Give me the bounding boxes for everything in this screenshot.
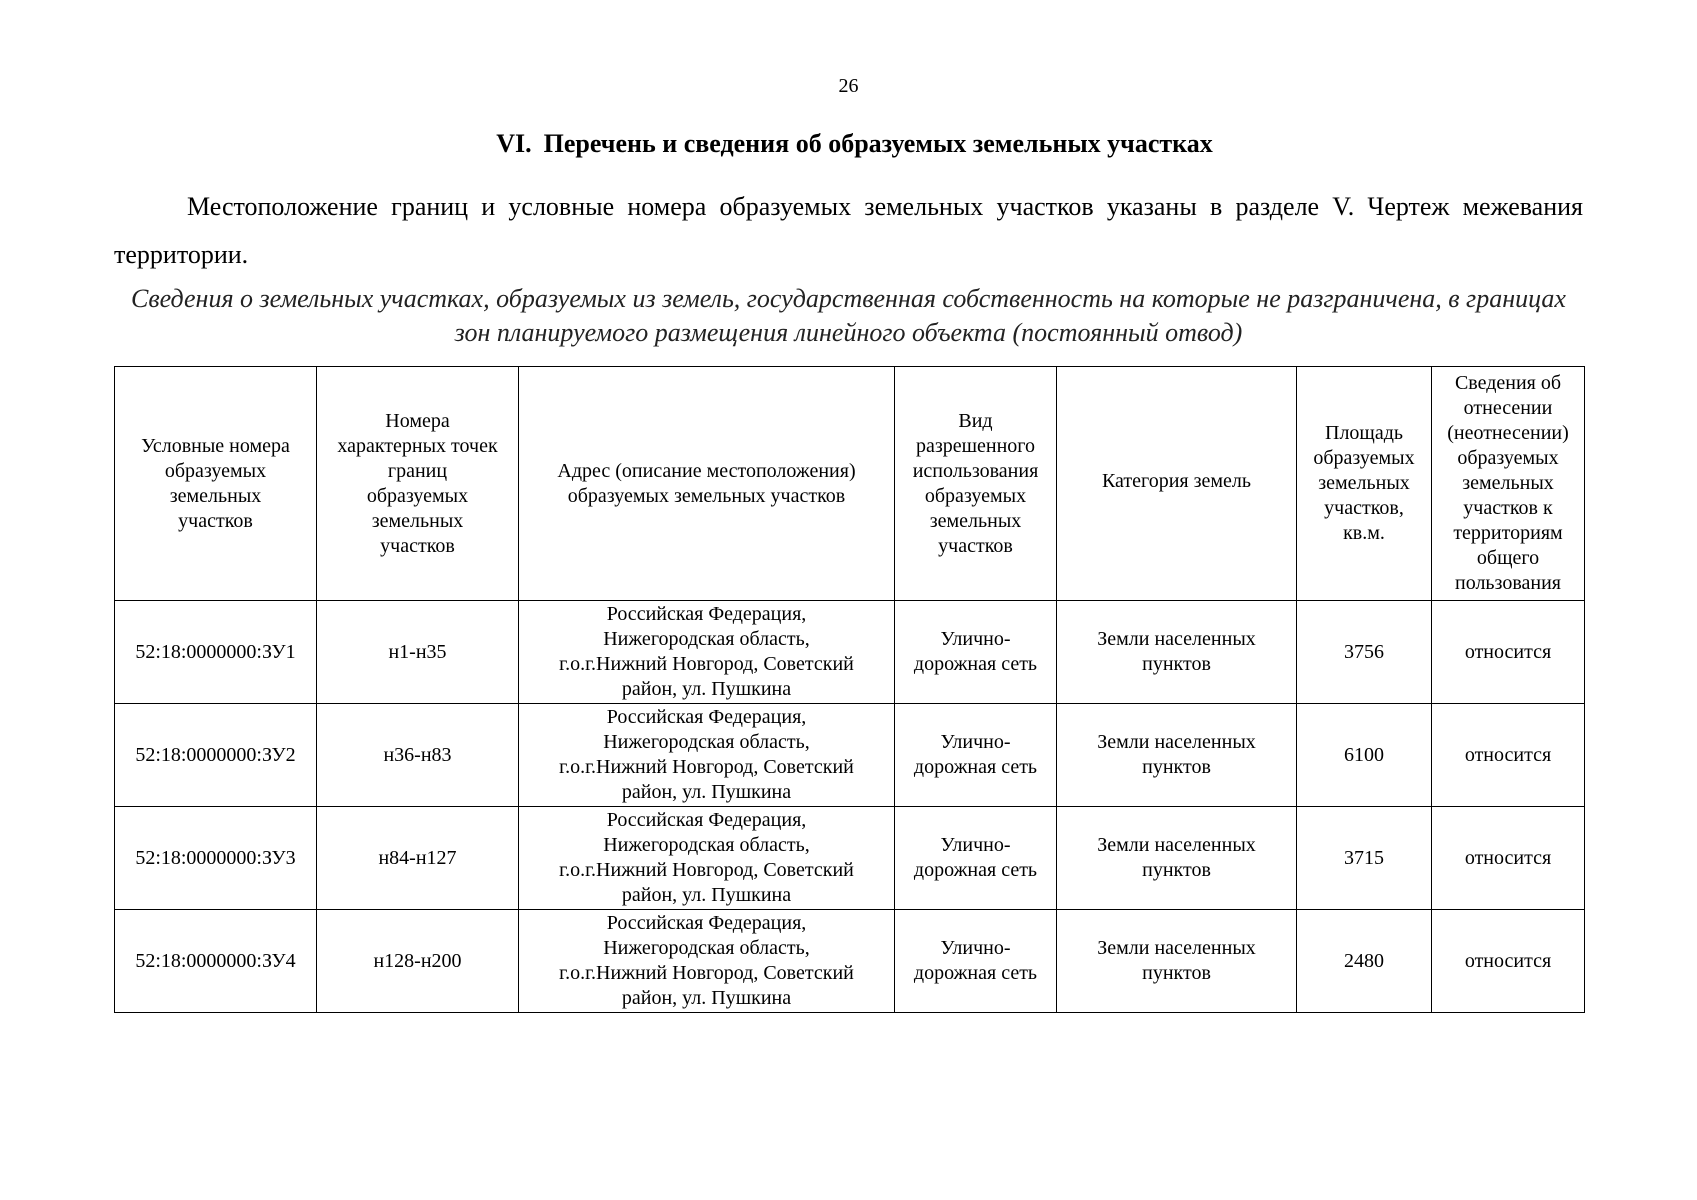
area-cell: 3756 [1297, 601, 1432, 704]
plot-number-cell: 52:18:0000000:ЗУ1 [115, 601, 317, 704]
address-cell: Российская Федерация, Нижегородская область, г.о.г.Нижний Новгород, Советский район, ул. Пушкина [519, 601, 895, 704]
public-use-cell: относится [1432, 601, 1585, 704]
plot-number-cell: 52:18:0000000:ЗУ3 [115, 807, 317, 910]
address-cell: Российская Федерация, Нижегородская область, г.о.г.Нижний Новгород, Советский район, ул. Пушкина [519, 910, 895, 1013]
header-public-use: Сведения об отнесении (неотнесении) образуемых земельных участков к территориям общего пользования [1432, 367, 1585, 601]
section-numeral: VI. [496, 129, 532, 158]
area-cell: 3715 [1297, 807, 1432, 910]
table-header-row [115, 367, 1585, 601]
boundary-points-cell: н1-н35 [317, 601, 519, 704]
public-use-cell: относится [1432, 807, 1585, 910]
boundary-points-cell: н36-н83 [317, 704, 519, 807]
table-row [115, 601, 1585, 704]
permitted-use-cell: Улично- дорожная сеть [895, 807, 1057, 910]
permitted-use-cell: Улично- дорожная сеть [895, 704, 1057, 807]
header-boundary-points: Номера характерных точек границ образуемых земельных участков [317, 367, 519, 601]
page-number: 26 [838, 75, 859, 97]
boundary-points-cell: н128-н200 [317, 910, 519, 1013]
land-plots-table [114, 366, 1585, 1013]
intro-paragraph: Местоположение границ и условные номера образуемых земельных участков указаны в разделе V. Чертеж межевания территории. [114, 192, 1583, 269]
plot-number-cell: 52:18:0000000:ЗУ2 [115, 704, 317, 807]
header-plot-number: Условные номера образуемых земельных участков [115, 367, 317, 601]
address-cell: Российская Федерация, Нижегородская область, г.о.г.Нижний Новгород, Советский район, ул. Пушкина [519, 807, 895, 910]
table-caption: Сведения о земельных участках, образуемых из земель, государственная собственность на которые не разграничена, в границах зон планируемого размещения линейного объекта (постоянный отвод) [131, 284, 1566, 347]
area-cell: 6100 [1297, 704, 1432, 807]
land-category-cell: Земли населенных пунктов [1057, 910, 1297, 1013]
section-title [0, 128, 1697, 160]
table-row [115, 910, 1585, 1013]
header-area: Площадь образуемых земельных участков, кв.м. [1297, 367, 1432, 601]
land-category-cell: Земли населенных пунктов [1057, 704, 1297, 807]
header-address: Адрес (описание местоположения) образуемых земельных участков [519, 367, 895, 601]
permitted-use-cell: Улично- дорожная сеть [895, 601, 1057, 704]
boundary-points-cell: н84-н127 [317, 807, 519, 910]
land-category-cell: Земли населенных пунктов [1057, 601, 1297, 704]
header-land-category: Категория земель [1057, 367, 1297, 601]
table-row [115, 704, 1585, 807]
header-permitted-use: Вид разрешенного использования образуемых земельных участков [895, 367, 1057, 601]
address-cell: Российская Федерация, Нижегородская область, г.о.г.Нижний Новгород, Советский район, ул. Пушкина [519, 704, 895, 807]
table-row [115, 807, 1585, 910]
permitted-use-cell: Улично- дорожная сеть [895, 910, 1057, 1013]
section-title-text: Перечень и сведения об образуемых земельных участках [543, 129, 1213, 158]
land-category-cell: Земли населенных пунктов [1057, 807, 1297, 910]
public-use-cell: относится [1432, 704, 1585, 807]
plot-number-cell: 52:18:0000000:ЗУ4 [115, 910, 317, 1013]
public-use-cell: относится [1432, 910, 1585, 1013]
area-cell: 2480 [1297, 910, 1432, 1013]
